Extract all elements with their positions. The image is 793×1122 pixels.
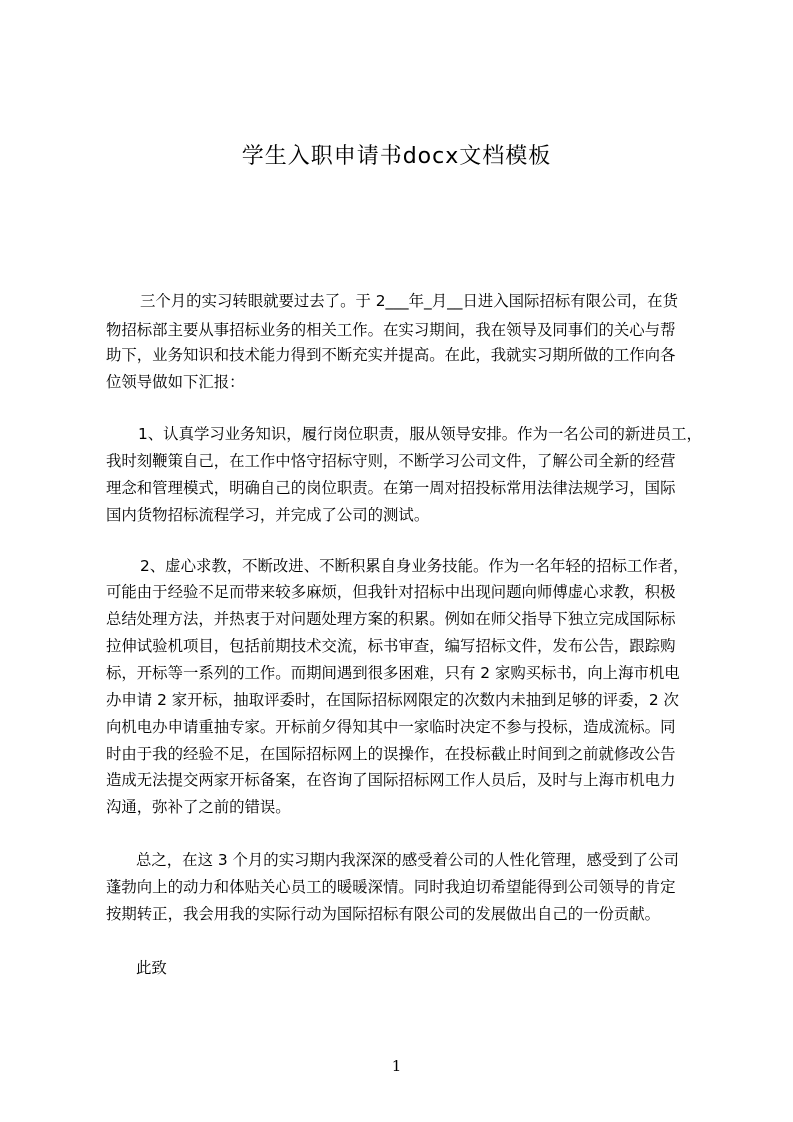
paragraph-line: 可能由于经验不足而带来较多麻烦，但我针对招标中出现问题向师傅虚心求教，积极 — [106, 583, 676, 601]
paragraph-line: 时由于我的经验不足，在国际招标网上的误操作，在投标截止时间到之前就修改公告 — [106, 745, 676, 763]
closing-line: 此致 — [136, 959, 167, 977]
paragraph-line: 理念和管理模式，明确自己的岗位职责。在第一周对招投标常用法律法规学习，国际 — [106, 479, 676, 497]
paragraph-line: 1、认真学习业务知识，履行岗位职责，服从领导安排。作为一名公司的新进员工， — [138, 425, 702, 443]
paragraph-line: 2、虚心求教，不断改进、不断积累自身业务技能。作为一名年轻的招标工作者， — [140, 557, 689, 575]
page-title: 学生入职申请书docx文档模板 — [241, 144, 552, 169]
paragraph-line: 位领导做如下汇报： — [106, 373, 245, 391]
paragraph-line: 标，开标等一系列的工作。而期间遇到很多困难，只有 2 家购买标书，向上海市机电 — [106, 664, 680, 682]
paragraph-line: 按期转正，我会用我的实际行动为国际招标有限公司的发展做出自己的一份贡献。 — [106, 905, 661, 923]
page-number: 1 — [391, 1057, 402, 1075]
paragraph-line: 向机电办申请重抽专家。开标前夕得知其中一家临时决定不参与投标，造成流标。同 — [106, 718, 676, 736]
paragraph-line: 国内货物招标流程学习，并完成了公司的测试。 — [106, 506, 430, 524]
paragraph-line: 总之，在这 3 个月的实习期内我深深的感受着公司的人性化管理，感受到了公司 — [136, 851, 679, 869]
paragraph-line: 沟通，弥补了之前的错误。 — [106, 798, 291, 816]
paragraph-line: 蓬勃向上的动力和体贴关心员工的暖暖深情。同时我迫切希望能得到公司领导的肯定 — [106, 878, 676, 896]
paragraph-line: 办申请 2 家开标，抽取评委时，在国际招标网限定的次数内未抽到足够的评委，2 次 — [106, 691, 679, 709]
paragraph-line: 物招标部主要从事招标业务的相关工作。在实习期间，我在领导及同事们的关心与帮 — [106, 321, 676, 339]
paragraph-line: 总结处理方法，并热衷于对问题处理方案的积累。例如在师父指导下独立完成国际标 — [106, 610, 676, 628]
paragraph-line: 拉伸试验机项目，包括前期技术交流，标书审查，编写招标文件，发布公告，跟踪购 — [106, 637, 676, 655]
paragraph-line: 造成无法提交两家开标备案，在咨询了国际招标网工作人员后，及时与上海市机电力 — [106, 771, 676, 789]
paragraph-line: 三个月的实习转眼就要过去了。于 2___年_月__日进入国际招标有限公司，在货 — [140, 292, 678, 310]
paragraph-line: 我时刻鞭策自己，在工作中恪守招标守则，不断学习公司文件，了解公司全新的经营 — [106, 452, 676, 470]
paragraph-line: 助下，业务知识和技术能力得到不断充实并提高。在此，我就实习期所做的工作向各 — [106, 346, 676, 364]
